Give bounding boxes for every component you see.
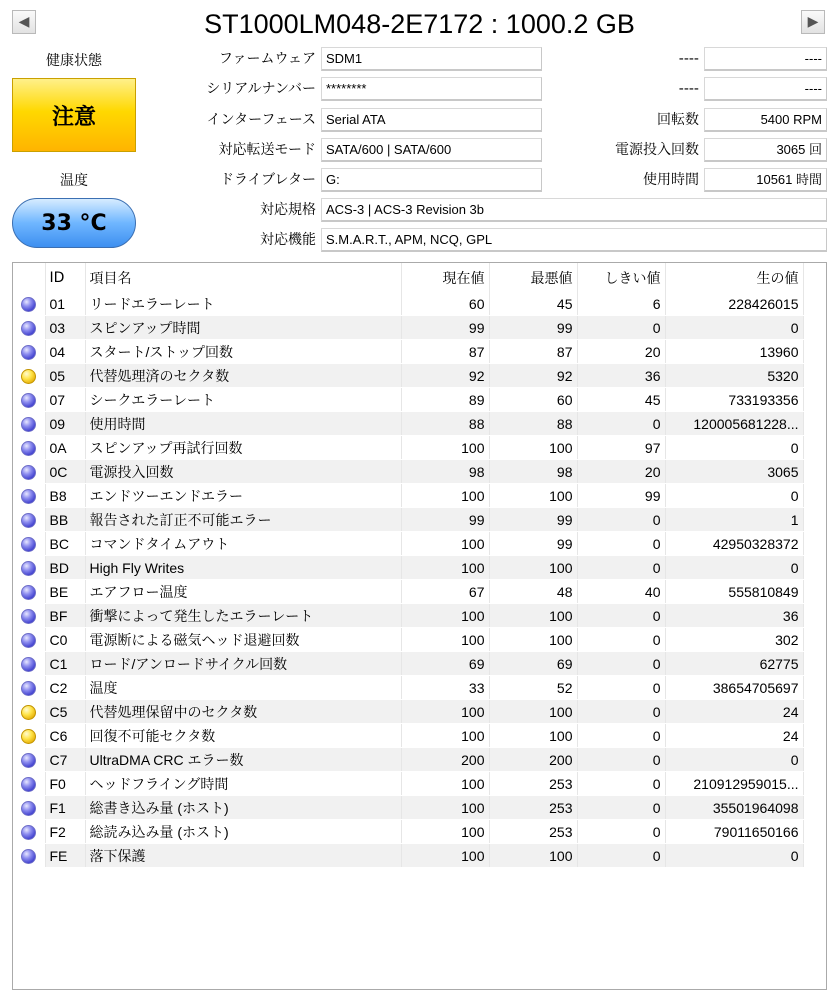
- table-row[interactable]: [13, 556, 803, 580]
- id-cell: F0: [45, 772, 85, 796]
- firmware-field: SDM1: [321, 47, 542, 71]
- next-disk-button[interactable]: [801, 10, 825, 34]
- worst-cell: 99: [489, 508, 577, 532]
- interface-label: インターフェース: [206, 112, 316, 128]
- status-dot-icon: [21, 777, 36, 792]
- status-cell: [13, 700, 45, 724]
- blank-field-2: ----: [704, 77, 827, 101]
- worst-cell: 100: [489, 484, 577, 508]
- raw-cell: 0: [665, 844, 803, 868]
- status-cell: [13, 796, 45, 820]
- name-cell: 衝撃によって発生したエラーレート: [85, 604, 401, 628]
- table-row[interactable]: [13, 724, 803, 748]
- id-cell: C6: [45, 724, 85, 748]
- raw-cell: 24: [665, 724, 803, 748]
- raw-cell: 35501964098: [665, 796, 803, 820]
- name-cell: 総読み込み量 (ホスト): [85, 820, 401, 844]
- rotation-field: 5400 RPM: [704, 108, 827, 132]
- features-field: S.M.A.R.T., APM, NCQ, GPL: [321, 228, 827, 252]
- raw-cell: 62775: [665, 652, 803, 676]
- id-cell: 09: [45, 412, 85, 436]
- status-dot-icon: [21, 609, 36, 624]
- current-cell: 100: [401, 724, 489, 748]
- power-on-hours-field: 10561 時間: [704, 168, 827, 192]
- id-cell: BF: [45, 604, 85, 628]
- status-cell: [13, 436, 45, 460]
- worst-cell: 100: [489, 604, 577, 628]
- raw-cell: 210912959015...: [665, 772, 803, 796]
- rotation-label: 回転数: [657, 112, 699, 128]
- name-cell: ロード/アンロードサイクル回数: [85, 652, 401, 676]
- current-cell: 88: [401, 412, 489, 436]
- status-cell: [13, 628, 45, 652]
- id-cell: BD: [45, 556, 85, 580]
- status-cell: [13, 820, 45, 844]
- status-cell: [13, 508, 45, 532]
- worst-cell: 45: [489, 292, 577, 316]
- worst-cell: 253: [489, 796, 577, 820]
- table-row[interactable]: [13, 316, 803, 340]
- raw-cell: 42950328372: [665, 532, 803, 556]
- status-cell: [13, 652, 45, 676]
- standard-field: ACS-3 | ACS-3 Revision 3b: [321, 198, 827, 222]
- serial-label: シリアルナンバー: [206, 81, 316, 97]
- raw-cell: 228426015: [665, 292, 803, 316]
- worst-cell: 100: [489, 700, 577, 724]
- name-column-header[interactable]: 項目名: [85, 263, 401, 292]
- status-cell: [13, 412, 45, 436]
- health-status-label: 健康状態: [46, 53, 102, 69]
- current-cell: 100: [401, 796, 489, 820]
- current-cell: 33: [401, 676, 489, 700]
- table-row[interactable]: [13, 532, 803, 556]
- raw-cell: 302: [665, 628, 803, 652]
- current-cell: 100: [401, 820, 489, 844]
- standard-label: 対応規格: [260, 202, 316, 218]
- threshold-cell: 0: [577, 556, 665, 580]
- current-cell: 99: [401, 316, 489, 340]
- threshold-cell: 0: [577, 652, 665, 676]
- id-cell: F2: [45, 820, 85, 844]
- current-cell: 99: [401, 508, 489, 532]
- raw-cell: 13960: [665, 340, 803, 364]
- triangle-left-icon: ◀: [18, 14, 30, 30]
- worst-cell: 253: [489, 772, 577, 796]
- id-cell: 07: [45, 388, 85, 412]
- status-cell: [13, 388, 45, 412]
- name-cell: 電源投入回数: [85, 460, 401, 484]
- threshold-cell: 0: [577, 604, 665, 628]
- status-dot-icon: [21, 393, 36, 408]
- name-cell: シークエラーレート: [85, 388, 401, 412]
- table-row[interactable]: [13, 844, 803, 868]
- threshold-cell: 0: [577, 316, 665, 340]
- transfer-mode-field: SATA/600 | SATA/600: [321, 138, 542, 162]
- current-cell: 92: [401, 364, 489, 388]
- id-cell: BE: [45, 580, 85, 604]
- id-cell: C1: [45, 652, 85, 676]
- health-status-button[interactable]: 注意: [12, 78, 136, 152]
- worst-column-header[interactable]: 最悪値: [489, 263, 577, 292]
- triangle-right-icon: ▶: [807, 14, 819, 30]
- status-cell: [13, 748, 45, 772]
- status-cell: [13, 844, 45, 868]
- current-cell: 100: [401, 700, 489, 724]
- features-label: 対応機能: [260, 232, 316, 248]
- id-cell: 03: [45, 316, 85, 340]
- status-cell: [13, 772, 45, 796]
- raw-cell: 3065: [665, 460, 803, 484]
- worst-cell: 87: [489, 340, 577, 364]
- name-cell: 落下保護: [85, 844, 401, 868]
- threshold-cell: 0: [577, 700, 665, 724]
- id-cell: BC: [45, 532, 85, 556]
- threshold-cell: 0: [577, 532, 665, 556]
- name-cell: 温度: [85, 676, 401, 700]
- current-cell: 87: [401, 340, 489, 364]
- worst-cell: 60: [489, 388, 577, 412]
- name-cell: コマンドタイムアウト: [85, 532, 401, 556]
- threshold-cell: 97: [577, 436, 665, 460]
- id-cell: B8: [45, 484, 85, 508]
- current-cell: 100: [401, 772, 489, 796]
- worst-cell: 88: [489, 412, 577, 436]
- status-dot-icon: [21, 705, 36, 720]
- raw-cell: 733193356: [665, 388, 803, 412]
- previous-disk-button[interactable]: [12, 10, 36, 34]
- worst-cell: 100: [489, 844, 577, 868]
- raw-cell: 0: [665, 748, 803, 772]
- threshold-cell: 99: [577, 484, 665, 508]
- name-cell: スピンアップ時間: [85, 316, 401, 340]
- status-dot-icon: [21, 681, 36, 696]
- threshold-cell: 36: [577, 364, 665, 388]
- current-cell: 100: [401, 556, 489, 580]
- table-row[interactable]: [13, 412, 803, 436]
- name-cell: 報告された訂正不可能エラー: [85, 508, 401, 532]
- smart-attributes-table[interactable]: [12, 262, 827, 990]
- temperature-label: 温度: [60, 173, 88, 189]
- table-row[interactable]: [13, 460, 803, 484]
- id-cell: C7: [45, 748, 85, 772]
- status-dot-icon: [21, 345, 36, 360]
- threshold-cell: 20: [577, 340, 665, 364]
- table-row[interactable]: [13, 652, 803, 676]
- threshold-cell: 0: [577, 772, 665, 796]
- worst-cell: 99: [489, 532, 577, 556]
- status-cell: [13, 724, 45, 748]
- name-cell: 回復不可能セクタ数: [85, 724, 401, 748]
- raw-cell: 0: [665, 316, 803, 340]
- threshold-cell: 45: [577, 388, 665, 412]
- status-dot-icon: [21, 561, 36, 576]
- raw-cell: 120005681228...: [665, 412, 803, 436]
- name-cell: High Fly Writes: [85, 556, 401, 580]
- status-cell: [13, 292, 45, 316]
- status-dot-icon: [21, 729, 36, 744]
- name-cell: スピンアップ再試行回数: [85, 436, 401, 460]
- status-dot-icon: [21, 489, 36, 504]
- name-cell: 使用時間: [85, 412, 401, 436]
- status-dot-icon: [21, 513, 36, 528]
- table-row[interactable]: [13, 484, 803, 508]
- status-cell: [13, 340, 45, 364]
- raw-cell: 38654705697: [665, 676, 803, 700]
- table-row[interactable]: [13, 820, 803, 844]
- name-cell: リードエラーレート: [85, 292, 401, 316]
- status-cell: [13, 676, 45, 700]
- current-cell: 200: [401, 748, 489, 772]
- name-cell: 代替処理済のセクタ数: [85, 364, 401, 388]
- threshold-cell: 0: [577, 748, 665, 772]
- name-cell: エンドツーエンドエラー: [85, 484, 401, 508]
- raw-cell: 5320: [665, 364, 803, 388]
- drive-letter-label: ドライブレター: [219, 172, 316, 188]
- table-row[interactable]: [13, 700, 803, 724]
- blank-field-1: ----: [704, 47, 827, 71]
- table-row[interactable]: [13, 676, 803, 700]
- id-cell: C5: [45, 700, 85, 724]
- status-dot-icon: [21, 849, 36, 864]
- table-row[interactable]: [13, 388, 803, 412]
- status-column-header[interactable]: [13, 263, 45, 292]
- table-row[interactable]: [13, 508, 803, 532]
- worst-cell: 100: [489, 724, 577, 748]
- status-cell: [13, 556, 45, 580]
- current-cell: 100: [401, 604, 489, 628]
- drive-letter-field: G:: [321, 168, 542, 192]
- status-cell: [13, 484, 45, 508]
- power-on-count-label: 電源投入回数: [615, 142, 699, 158]
- status-cell: [13, 604, 45, 628]
- name-cell: 電源断による磁気ヘッド退避回数: [85, 628, 401, 652]
- id-cell: C0: [45, 628, 85, 652]
- id-cell: FE: [45, 844, 85, 868]
- name-cell: エアフロー温度: [85, 580, 401, 604]
- threshold-cell: 0: [577, 796, 665, 820]
- threshold-cell: 0: [577, 628, 665, 652]
- worst-cell: 69: [489, 652, 577, 676]
- name-cell: UltraDMA CRC エラー数: [85, 748, 401, 772]
- id-cell: 01: [45, 292, 85, 316]
- raw-cell: 1: [665, 508, 803, 532]
- threshold-cell: 0: [577, 724, 665, 748]
- threshold-cell: 0: [577, 676, 665, 700]
- current-cell: 100: [401, 484, 489, 508]
- worst-cell: 200: [489, 748, 577, 772]
- name-cell: 代替処理保留中のセクタ数: [85, 700, 401, 724]
- id-cell: F1: [45, 796, 85, 820]
- threshold-column-header[interactable]: しきい値: [577, 263, 665, 292]
- table-header: [13, 263, 803, 292]
- raw-cell: 0: [665, 436, 803, 460]
- raw-column-header[interactable]: 生の値: [665, 263, 803, 292]
- worst-cell: 100: [489, 628, 577, 652]
- status-cell: [13, 364, 45, 388]
- threshold-cell: 0: [577, 508, 665, 532]
- threshold-cell: 0: [577, 412, 665, 436]
- blank-label-2: ----: [678, 81, 699, 97]
- worst-cell: 100: [489, 436, 577, 460]
- worst-cell: 98: [489, 460, 577, 484]
- status-cell: [13, 532, 45, 556]
- current-column-header[interactable]: 現在値: [401, 263, 489, 292]
- threshold-cell: 6: [577, 292, 665, 316]
- status-dot-icon: [21, 585, 36, 600]
- status-dot-icon: [21, 825, 36, 840]
- id-column-header[interactable]: ID: [45, 263, 85, 292]
- table-row[interactable]: [13, 748, 803, 772]
- id-cell: 05: [45, 364, 85, 388]
- raw-cell: 555810849: [665, 580, 803, 604]
- status-dot-icon: [21, 801, 36, 816]
- table-row[interactable]: [13, 580, 803, 604]
- status-dot-icon: [21, 753, 36, 768]
- name-cell: ヘッドフライング時間: [85, 772, 401, 796]
- status-cell: [13, 316, 45, 340]
- worst-cell: 99: [489, 316, 577, 340]
- status-dot-icon: [21, 321, 36, 336]
- worst-cell: 92: [489, 364, 577, 388]
- worst-cell: 52: [489, 676, 577, 700]
- worst-cell: 48: [489, 580, 577, 604]
- table-row[interactable]: [13, 364, 803, 388]
- table-row[interactable]: [13, 628, 803, 652]
- status-dot-icon: [21, 369, 36, 384]
- current-cell: 100: [401, 628, 489, 652]
- disk-title: ST1000LM048-2E7172 : 1000.2 GB: [204, 9, 635, 39]
- power-on-hours-label: 使用時間: [643, 172, 699, 188]
- table-row[interactable]: [13, 292, 803, 316]
- temperature-button[interactable]: 33 °C: [12, 198, 136, 248]
- name-cell: 総書き込み量 (ホスト): [85, 796, 401, 820]
- raw-cell: 24: [665, 700, 803, 724]
- table-row[interactable]: [13, 796, 803, 820]
- current-cell: 89: [401, 388, 489, 412]
- current-cell: 100: [401, 532, 489, 556]
- threshold-cell: 0: [577, 844, 665, 868]
- current-cell: 69: [401, 652, 489, 676]
- firmware-label: ファームウェア: [218, 51, 316, 67]
- blank-label-1: ----: [678, 51, 699, 67]
- current-cell: 100: [401, 844, 489, 868]
- id-cell: BB: [45, 508, 85, 532]
- name-cell: スタート/ストップ回数: [85, 340, 401, 364]
- interface-field: Serial ATA: [321, 108, 542, 132]
- raw-cell: 0: [665, 484, 803, 508]
- table-row[interactable]: [13, 772, 803, 796]
- worst-cell: 253: [489, 820, 577, 844]
- status-dot-icon: [21, 297, 36, 312]
- status-dot-icon: [21, 441, 36, 456]
- id-cell: C2: [45, 676, 85, 700]
- status-cell: [13, 460, 45, 484]
- current-cell: 98: [401, 460, 489, 484]
- transfer-mode-label: 対応転送モード: [218, 142, 316, 158]
- status-dot-icon: [21, 633, 36, 648]
- status-cell: [13, 580, 45, 604]
- table-row[interactable]: [13, 604, 803, 628]
- status-dot-icon: [21, 417, 36, 432]
- current-cell: 100: [401, 436, 489, 460]
- threshold-cell: 20: [577, 460, 665, 484]
- current-cell: 60: [401, 292, 489, 316]
- raw-cell: 36: [665, 604, 803, 628]
- threshold-cell: 40: [577, 580, 665, 604]
- threshold-cell: 0: [577, 820, 665, 844]
- id-cell: 0A: [45, 436, 85, 460]
- raw-cell: 0: [665, 556, 803, 580]
- current-cell: 67: [401, 580, 489, 604]
- id-cell: 04: [45, 340, 85, 364]
- power-on-count-field: 3065 回: [704, 138, 827, 162]
- worst-cell: 100: [489, 556, 577, 580]
- status-dot-icon: [21, 537, 36, 552]
- table-row[interactable]: [13, 340, 803, 364]
- raw-cell: 79011650166: [665, 820, 803, 844]
- serial-field: ********: [321, 77, 542, 101]
- status-dot-icon: [21, 465, 36, 480]
- table-row[interactable]: [13, 436, 803, 460]
- status-dot-icon: [21, 657, 36, 672]
- id-cell: 0C: [45, 460, 85, 484]
